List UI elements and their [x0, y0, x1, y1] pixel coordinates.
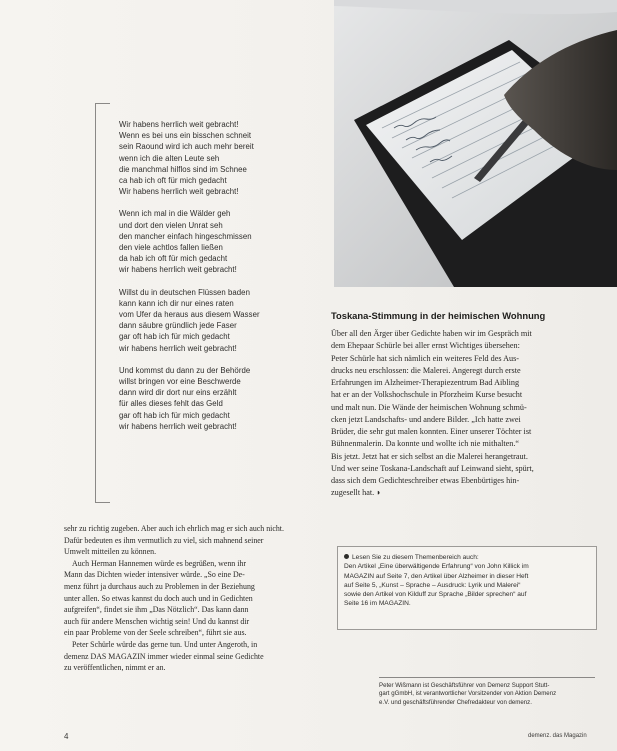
- poem: [119, 119, 319, 443]
- left-column-line: Mann das Dichten wieder intensiver würde. „So eine De-: [64, 570, 245, 580]
- article-line: Erfahrungen im Alzheimer-Therapiezentrum Bad Aibling: [331, 378, 520, 387]
- left-column-line: ein paar Probleme von der Seele schreiben“, führt sie aus.: [64, 628, 247, 638]
- related-articles-line: Den Artikel „Eine überwältigende Erfahrung“ von John Killick im: [344, 563, 529, 571]
- article-line: drucks neu erschlossen: die Malerei. Angeregt durch erste: [331, 365, 521, 375]
- poem-line: wenn ich die alten Leute seh: [119, 153, 220, 163]
- poem-line: den viele achtlos fallen ließen: [119, 243, 223, 253]
- author-bio-line: Peter Wißmann ist Geschäftsführer von Demenz Support Stutt-: [379, 682, 550, 689]
- photo-hand-writing: [334, 0, 617, 287]
- article-line: und malt nun. Die Wände der heimischen Wohnung schmü-: [331, 402, 527, 412]
- poem-line: Und kommst du dann zu der Behörde: [119, 365, 251, 375]
- poem-bracket: [95, 103, 110, 503]
- poem-line: sein Raound wird ich auch mehr bereit: [119, 142, 254, 152]
- article-line: cken jetzt Landschafts- und andere Bilder. „Ich hatte zwei: [331, 414, 521, 424]
- poem-line: wir habens herrlich weit gebracht!: [119, 265, 237, 275]
- article-line: zugesellt hat. ◗: [331, 488, 382, 498]
- poem-line: vom Ufer da heraus aus diesem Wasser: [119, 310, 260, 320]
- author-bio-line: gart gGmbH, ist verantwortlicher Vorsitzender von Aktion Demenz: [379, 690, 557, 698]
- poem-line: Wenn es bei uns ein bisschen schneit: [119, 131, 252, 141]
- left-column-line: aufgreifen“, findet sie ihm „Das Nötzlich“. Das kann dann: [64, 605, 249, 615]
- article-line: dass sich dem Gedichteschreiber etwas Ebenbürtiges hin-: [331, 476, 520, 485]
- left-column-line: zu veröffentlichen, nimmt er an.: [64, 663, 166, 673]
- left-column-line: Peter Schürle würde das gerne tun. Und unter Angeroth, in: [72, 639, 258, 649]
- left-column-line: unter allen. So etwas kannst du doch auch und in Gedichten: [64, 593, 253, 603]
- left-column-line: Dafür bedeuten es ihm vermutlich zu viel, sich mahnend seiner: [64, 535, 264, 545]
- related-articles-heading: [344, 553, 592, 562]
- article-line: Brüder, die sehr gut malen konnten. Einer unserer Töchter ist: [331, 427, 532, 436]
- left-column-line: demenz DAS MAGAZIN immer wieder einmal seine Gedichte: [64, 651, 264, 661]
- left-column-body: [64, 523, 320, 674]
- article-line: Peter Schürle hat sich nämlich ein weiteres Feld des Aus-: [331, 353, 520, 363]
- related-articles-box: [337, 546, 597, 630]
- poem-line: den mancher einfach hingeschmissen: [119, 231, 252, 241]
- left-column-line: menz führt ja durchaus auch zu Problemen in der Beziehung: [64, 581, 255, 591]
- related-articles-line: MAGAZIN auf Seite 7, den Artikel über Alzheimer in dieser Heft: [344, 572, 529, 580]
- poem-line: wir habens herrlich weit gebracht!: [119, 343, 237, 353]
- related-articles-line: auf Seite 5, „Kunst – Sprache – Ausdruck: Lyrik und Malerei“: [344, 581, 521, 589]
- article-line: hat er an der Volkshochschule in Pforzheim Kurse besucht: [331, 390, 523, 400]
- author-bio-line: e.V. und geschäftsführender Chefredakteur von demenz.: [379, 698, 532, 706]
- left-column-line: sehr zu richtig zugeben. Aber auch ich ehrlich mag er sich auch nicht.: [64, 524, 284, 533]
- article-line: Über all den Ärger über Gedichte haben wir im Gespräch mit: [331, 329, 532, 338]
- poem-line: dann säubre gründlich jede Faser: [119, 321, 237, 331]
- poem-line: gar oft hab ich für mich gedacht: [119, 410, 230, 420]
- poem-line: für alles dieses fehlt das Geld: [119, 399, 223, 409]
- poem-line: Willst du in deutschen Flüssen baden: [119, 287, 250, 297]
- poem-line: die manchmal hilflos sind im Schnee: [119, 164, 247, 174]
- left-column-line: Auch Herman Hannemen würde es begrüßen, wenn ihr: [72, 558, 246, 568]
- poem-line: da hab ich oft für mich gedacht: [119, 254, 228, 264]
- poem-line: Wir habens herrlich weit gebracht!: [119, 120, 239, 129]
- article-line: Bühnenmalerin. Da konnte und wollte ich nie mithalten.“: [331, 439, 520, 449]
- author-bio: [379, 682, 599, 707]
- poem-line: Wir habens herrlich weit gebracht!: [119, 187, 239, 197]
- poem-stanza: [119, 119, 319, 197]
- poem-line: kann kann ich dir nur eines raten: [119, 298, 234, 308]
- article-line: Und wer seine Toskana-Landschaft auf Leinwand sieht, spürt,: [331, 463, 534, 473]
- poem-line: Wenn ich mal in die Wälder geh: [119, 209, 231, 219]
- poem-line: wir habens herrlich weit gebracht!: [119, 421, 237, 431]
- left-column-line: auch für andere Menschen wichtig sein! Und du kannst dir: [64, 616, 250, 626]
- poem-line: ca hab ich oft für mich gedacht: [119, 176, 227, 186]
- poem-line: und dort den vielen Unrat seh: [119, 220, 223, 230]
- poem-stanza: [119, 208, 319, 275]
- poem-line: willst bringen vor eine Beschwerde: [119, 377, 241, 387]
- article-heading: Toskana-Stimmung in der heimischen Wohnung: [331, 310, 546, 321]
- page-number: 4: [64, 732, 69, 741]
- article-body: [331, 328, 595, 500]
- magazine-footer: demenz. das Magazin: [528, 733, 587, 739]
- poem-stanza: [119, 287, 319, 354]
- poem-stanza: [119, 365, 319, 432]
- poem-line: dann wird dir dort nur eins erzählt: [119, 388, 237, 398]
- bio-divider: [379, 677, 595, 678]
- bullet-icon: [344, 554, 349, 559]
- poem-line: gar oft hab ich für mich gedacht: [119, 332, 230, 342]
- related-articles-line: Seite 16 im MAGAZIN.: [344, 600, 411, 608]
- article-line: Bis jetzt. Jetzt hat er sich selbst an die Malerei herangetraut.: [331, 451, 528, 461]
- related-articles-line: sowie den Artikel von Kilduff zur Sprache „Bilder sprechen“ auf: [344, 591, 527, 599]
- article-line: dem Ehepaar Schürle bei aller ernst Wichtiges übersehen:: [331, 341, 520, 351]
- related-articles-line: Lesen Sie zu diesem Themenbereich auch:: [352, 554, 479, 561]
- left-column-line: Umwelt mitteilen zu können.: [64, 547, 157, 557]
- related-articles-text: [344, 553, 592, 609]
